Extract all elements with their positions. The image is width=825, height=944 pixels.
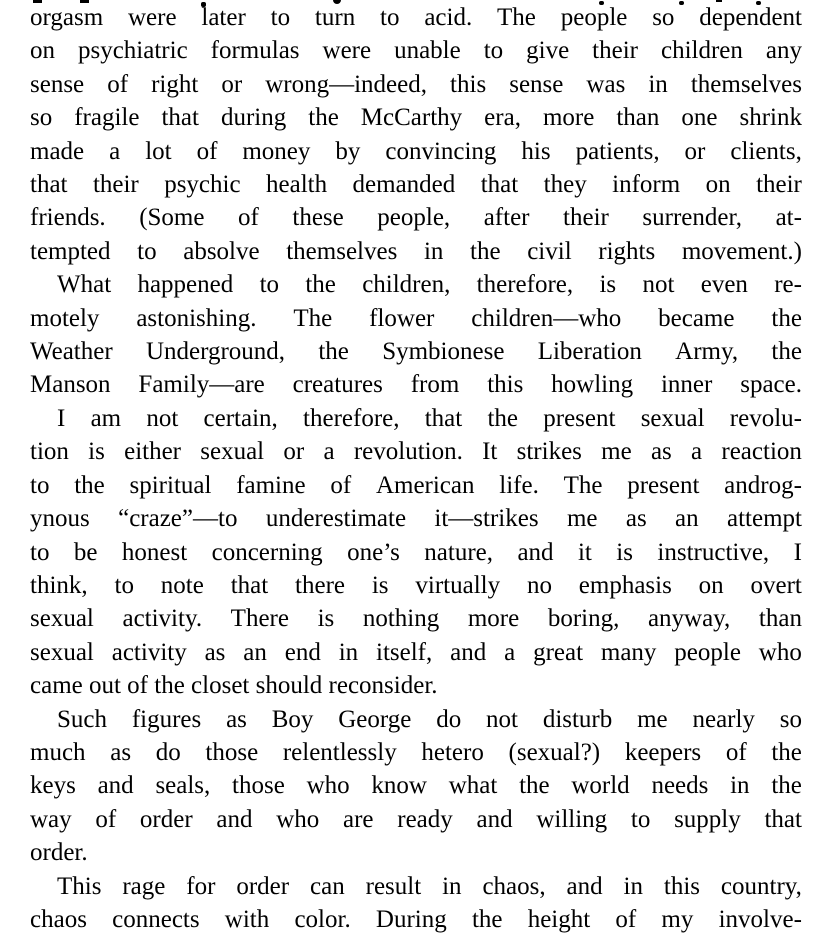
word: reaction xyxy=(721,438,802,466)
text-line xyxy=(30,569,802,602)
word: rage xyxy=(122,872,166,900)
word: It xyxy=(482,438,498,466)
word: therefore, xyxy=(303,404,400,432)
word: order xyxy=(236,872,290,900)
word: McCarthy xyxy=(360,104,463,132)
word: movement.) xyxy=(681,237,802,265)
text-line xyxy=(30,703,802,736)
word: sense xyxy=(30,70,85,98)
text-line xyxy=(30,870,802,903)
word: nothing xyxy=(362,605,440,633)
word: activity. xyxy=(122,605,203,633)
text-line xyxy=(30,536,802,569)
word: Family—are xyxy=(138,371,265,399)
word: nature, xyxy=(424,538,494,566)
text-line xyxy=(30,1,802,34)
word: with xyxy=(224,905,270,933)
word: so xyxy=(652,4,675,31)
word: the xyxy=(519,772,550,800)
word: their xyxy=(92,171,139,199)
word: of xyxy=(95,805,117,833)
word: children—who xyxy=(471,304,622,332)
text-line xyxy=(30,435,802,468)
page-text xyxy=(30,1,802,936)
word: sexual xyxy=(640,404,705,432)
word: the xyxy=(470,237,501,265)
word: sexual xyxy=(200,438,265,466)
word: is xyxy=(88,438,105,466)
word: The xyxy=(497,4,536,31)
word: patients, xyxy=(575,137,660,165)
word: to xyxy=(137,237,157,265)
word: chaos xyxy=(30,905,87,933)
word: chaos, xyxy=(482,872,546,900)
word: overt xyxy=(750,571,802,599)
word: tion xyxy=(30,438,69,466)
word: motely xyxy=(30,304,100,332)
word: the xyxy=(471,905,503,933)
word: made xyxy=(30,137,85,165)
word: keepers xyxy=(624,738,702,766)
word: needs xyxy=(651,772,709,800)
text-line xyxy=(30,135,802,168)
word: even xyxy=(700,271,748,299)
word: any xyxy=(765,37,802,65)
word: much xyxy=(30,738,86,766)
word: result xyxy=(365,872,422,900)
word: keys xyxy=(30,772,76,800)
word: not xyxy=(146,404,179,432)
word: as xyxy=(204,638,226,666)
word: me xyxy=(566,505,598,533)
word: nearly xyxy=(692,705,755,733)
word: This xyxy=(57,872,102,900)
word: inform xyxy=(612,171,681,199)
word: activity xyxy=(111,638,187,666)
word: children xyxy=(660,37,743,65)
word: who xyxy=(276,805,320,833)
word: and xyxy=(97,772,134,800)
word: Boy xyxy=(271,705,314,733)
word: children, xyxy=(362,271,451,299)
word: figures xyxy=(131,705,202,733)
word: it xyxy=(577,538,592,566)
word: clients, xyxy=(730,137,802,165)
text-line xyxy=(30,602,802,635)
word: sense xyxy=(509,70,564,98)
word: civil xyxy=(527,237,572,265)
word: in xyxy=(623,872,643,900)
word: revolution. xyxy=(353,438,463,466)
word: dependent xyxy=(699,4,802,31)
word: demanded xyxy=(352,171,456,199)
word: disturb xyxy=(542,705,613,733)
word: for xyxy=(186,872,216,900)
word: lot xyxy=(145,137,172,165)
word: on xyxy=(705,171,731,199)
word: to xyxy=(483,37,504,65)
word: one’s xyxy=(347,538,400,566)
word: end xyxy=(284,638,321,666)
word: shrink xyxy=(739,104,802,132)
word: that xyxy=(161,104,199,132)
word: that xyxy=(424,404,463,432)
word: willing xyxy=(536,805,608,833)
word: as xyxy=(625,505,647,533)
text-line xyxy=(30,803,802,836)
word: this xyxy=(450,70,487,98)
word: to xyxy=(270,4,291,31)
word: Weather xyxy=(30,338,113,366)
word: therefore, xyxy=(476,271,574,299)
text-line xyxy=(30,235,802,268)
word: sexual xyxy=(30,638,94,666)
word: in xyxy=(442,872,462,900)
word: by xyxy=(335,137,361,165)
text-line xyxy=(30,68,802,101)
word: the xyxy=(771,772,802,800)
word: the xyxy=(74,471,105,499)
word: the xyxy=(771,304,802,332)
word: and xyxy=(517,538,554,566)
word: a xyxy=(504,638,516,666)
word: howling xyxy=(551,371,634,399)
word: American xyxy=(375,471,475,499)
word: health xyxy=(266,171,328,199)
word: rights xyxy=(598,237,656,265)
word: they xyxy=(543,171,587,199)
word: the xyxy=(771,738,802,766)
word: that xyxy=(30,171,68,199)
word: than xyxy=(758,605,802,633)
word: those xyxy=(232,772,285,800)
word: way xyxy=(30,805,72,833)
word: spiritual xyxy=(129,471,212,499)
word: who xyxy=(758,638,802,666)
word: re- xyxy=(774,271,802,299)
text-line xyxy=(30,34,802,67)
word: great xyxy=(533,638,584,666)
word: or xyxy=(684,137,706,165)
word: many xyxy=(600,638,657,666)
text-line xyxy=(30,736,802,769)
word: what xyxy=(448,772,498,800)
word: an xyxy=(675,505,699,533)
word: flower xyxy=(369,304,435,332)
word: acid. xyxy=(424,4,473,31)
word: was xyxy=(586,70,626,98)
word: wrong—indeed, xyxy=(265,70,427,98)
word: the xyxy=(487,404,519,432)
word: world xyxy=(571,772,630,800)
word: Liberation xyxy=(537,338,642,366)
word: to xyxy=(380,4,400,31)
word: creatures xyxy=(292,371,383,399)
word: the xyxy=(318,338,349,366)
word: think, xyxy=(30,571,88,599)
word: tempted xyxy=(30,237,111,265)
word: this xyxy=(487,371,524,399)
word: “craze”—to xyxy=(118,505,238,533)
word: life. xyxy=(499,471,539,499)
word: during xyxy=(220,104,287,132)
text-line xyxy=(30,469,802,502)
word: to xyxy=(30,471,50,499)
word: absolve xyxy=(183,237,260,265)
word: country, xyxy=(720,872,802,900)
word: (sexual?) xyxy=(508,738,601,766)
word: right xyxy=(151,70,199,98)
word: were xyxy=(322,37,372,65)
word: connects xyxy=(112,905,200,933)
word: the xyxy=(771,338,802,366)
word: his xyxy=(521,137,551,165)
word: there xyxy=(295,571,345,599)
word: There xyxy=(230,605,289,633)
word: is xyxy=(317,605,335,633)
word: a xyxy=(109,137,121,165)
word: orgasm xyxy=(30,4,104,31)
word: ready xyxy=(397,805,453,833)
word: is xyxy=(599,271,617,299)
text-line xyxy=(30,268,802,301)
word: of xyxy=(196,137,218,165)
word: famine xyxy=(236,471,306,499)
word: ynous xyxy=(30,505,90,533)
word: people xyxy=(560,4,628,31)
word: relentlessly xyxy=(282,738,397,766)
text-line xyxy=(30,769,802,802)
word: Army, xyxy=(675,338,739,366)
word: virtually xyxy=(415,571,501,599)
word: do xyxy=(155,738,181,766)
word: or xyxy=(283,438,305,466)
word: Manson xyxy=(30,371,111,399)
word: to xyxy=(114,571,134,599)
word: Symbionese xyxy=(382,338,505,366)
word: this xyxy=(663,872,701,900)
word: and xyxy=(450,638,487,666)
word: as xyxy=(650,438,672,466)
text-line: came out of the closet should reconsider. xyxy=(30,672,438,700)
word: after xyxy=(483,204,530,232)
word: from xyxy=(410,371,460,399)
word: of xyxy=(725,738,747,766)
word: the xyxy=(308,104,339,132)
word: on xyxy=(30,37,55,65)
text-line xyxy=(30,302,802,335)
word: their xyxy=(756,171,802,199)
word: so xyxy=(779,705,802,733)
word: be xyxy=(73,538,98,566)
word: strikes xyxy=(516,438,582,466)
word: more xyxy=(542,104,595,132)
word: became xyxy=(658,304,735,332)
word: people, xyxy=(377,204,451,232)
word: or xyxy=(221,70,243,98)
word: era, xyxy=(484,104,521,132)
text-line: order. xyxy=(30,839,88,867)
word: revolu- xyxy=(729,404,802,432)
word: that xyxy=(230,571,269,599)
text-line xyxy=(30,368,802,401)
word: a xyxy=(691,438,703,466)
word: (Some xyxy=(139,204,205,232)
word: inner xyxy=(660,371,713,399)
word: certain, xyxy=(203,404,278,432)
word: The xyxy=(293,304,333,332)
text-line xyxy=(30,168,802,201)
word: space. xyxy=(740,371,802,399)
word: these xyxy=(292,204,344,232)
word: is xyxy=(616,538,633,566)
word: to xyxy=(259,271,280,299)
word: The xyxy=(563,471,603,499)
word: instructive, xyxy=(657,538,770,566)
word: fragile xyxy=(74,104,140,132)
word: were xyxy=(127,4,177,31)
word: anyway, xyxy=(647,605,731,633)
word: their xyxy=(563,204,609,232)
word: later xyxy=(201,4,246,31)
word: sexual xyxy=(30,605,94,633)
word: one xyxy=(681,104,718,132)
word: an xyxy=(243,638,267,666)
word: Underground, xyxy=(145,338,286,366)
word: to xyxy=(30,538,50,566)
word: my xyxy=(661,905,694,933)
word: involve- xyxy=(718,905,802,933)
word: height xyxy=(527,905,591,933)
word: those xyxy=(205,738,259,766)
word: am xyxy=(90,404,122,432)
word: psychiatric xyxy=(77,37,188,65)
word: not xyxy=(486,705,518,733)
word: themselves xyxy=(690,70,802,98)
word: people xyxy=(674,638,741,666)
word: it—strikes xyxy=(434,505,539,533)
word: boring, xyxy=(547,605,620,633)
word: formulas xyxy=(210,37,300,65)
word: androg- xyxy=(724,471,802,499)
word: in xyxy=(730,772,750,800)
word: at- xyxy=(775,204,802,232)
word: a xyxy=(323,438,335,466)
word: is xyxy=(371,571,389,599)
word: What xyxy=(57,271,112,299)
word: happened xyxy=(137,271,234,299)
word: do xyxy=(436,705,462,733)
word: friends. xyxy=(30,204,106,232)
word: itself, xyxy=(376,638,433,666)
word: and xyxy=(216,805,253,833)
word: I xyxy=(57,404,66,432)
word: surrender, xyxy=(642,204,743,232)
word: so xyxy=(30,104,53,132)
word: more xyxy=(467,605,520,633)
word: their xyxy=(592,37,638,65)
word: emphasis xyxy=(578,571,672,599)
word: as xyxy=(226,705,247,733)
word: on xyxy=(698,571,724,599)
word: Such xyxy=(57,705,107,733)
word: money xyxy=(242,137,311,165)
word: and xyxy=(476,805,513,833)
word: in xyxy=(338,638,359,666)
word: hetero xyxy=(421,738,484,766)
word: the xyxy=(305,271,336,299)
word: present xyxy=(627,471,700,499)
word: note xyxy=(160,571,204,599)
word: themselves xyxy=(286,237,398,265)
word: in xyxy=(423,237,444,265)
word: honest xyxy=(121,538,188,566)
word: know xyxy=(371,772,427,800)
text-line xyxy=(30,636,802,669)
word: give xyxy=(526,37,570,65)
word: turn xyxy=(314,4,356,31)
text-line xyxy=(30,335,802,368)
word: no xyxy=(526,571,552,599)
word: not xyxy=(642,271,675,299)
text-line xyxy=(30,903,802,936)
word: in xyxy=(648,70,668,98)
text-line xyxy=(30,101,802,134)
word: attempt xyxy=(727,505,802,533)
word: seals, xyxy=(155,772,211,800)
text-line xyxy=(30,201,802,234)
word: underestimate xyxy=(265,505,407,533)
word: convincing xyxy=(385,137,497,165)
word: unable xyxy=(394,37,461,65)
word: than xyxy=(616,104,660,132)
word: as xyxy=(110,738,132,766)
word: psychic xyxy=(164,171,241,199)
text-line xyxy=(30,402,802,435)
word: of xyxy=(615,905,637,933)
word: either xyxy=(124,438,182,466)
word: to xyxy=(630,805,651,833)
word: of xyxy=(330,471,352,499)
word: concerning xyxy=(211,538,323,566)
word: that xyxy=(480,171,519,199)
word: order xyxy=(139,805,193,833)
word: George xyxy=(338,705,412,733)
word: of xyxy=(107,70,129,98)
word: and xyxy=(566,872,603,900)
word: can xyxy=(310,872,345,900)
word: color. xyxy=(294,905,351,933)
word: present xyxy=(543,404,616,432)
word: are xyxy=(343,805,374,833)
word: supply xyxy=(674,805,741,833)
word: who xyxy=(306,772,350,800)
word: I xyxy=(793,538,802,566)
word: that xyxy=(764,805,802,833)
text-line xyxy=(30,502,802,535)
word: astonishing. xyxy=(136,304,257,332)
word: me xyxy=(637,705,668,733)
word: During xyxy=(375,905,447,933)
word: of xyxy=(238,204,259,232)
word: me xyxy=(601,438,632,466)
